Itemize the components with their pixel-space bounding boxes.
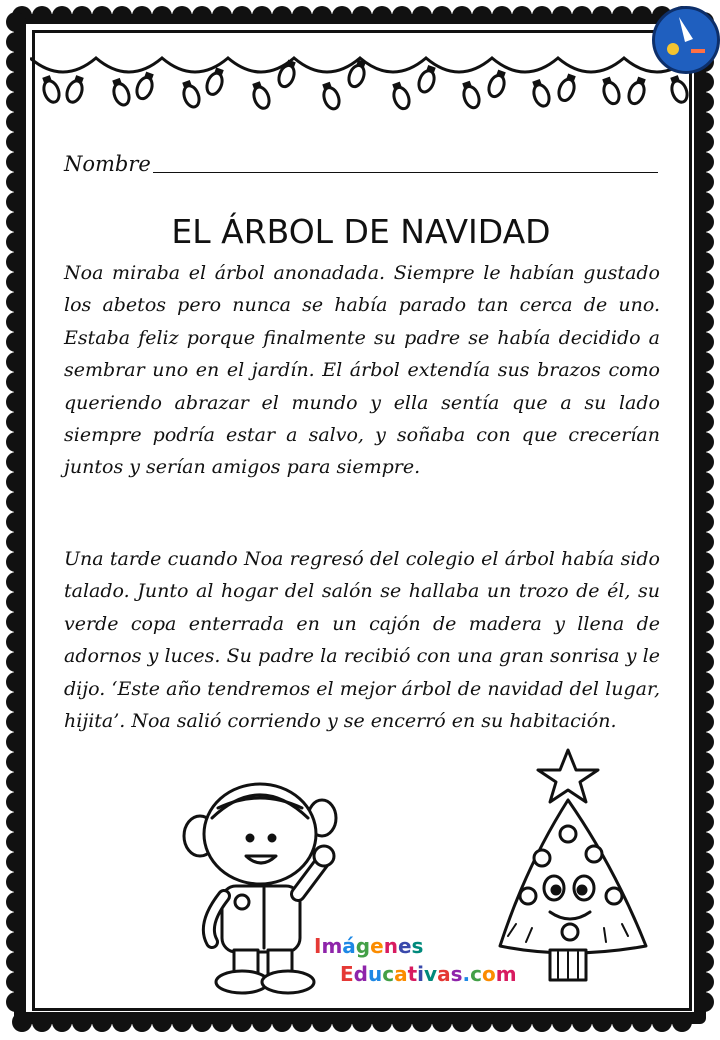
light-bulb [319, 81, 341, 111]
imagenes-educativas-credit [314, 932, 534, 988]
light-bulb [486, 69, 508, 99]
credit-letter: E [340, 962, 354, 986]
credit-letter: o [481, 962, 496, 986]
credit-letter: v [424, 962, 438, 986]
credit-letter: á [342, 934, 356, 958]
light-bulb [416, 64, 438, 94]
light-bulb [626, 76, 648, 106]
credit-letter: u [368, 962, 383, 986]
name-label: Nombre [64, 152, 151, 176]
credit-letter: m [321, 934, 343, 958]
light-bulb [276, 59, 298, 89]
story-paragraph-2: Una tarde cuando Noa regresó del colegio el árbol había sido talado. Junto al hogar del salón se hallaba un trozo de él, su verde copa enterrada en un cajón de madera y llena de adornos y luces. Su padre la recibió con una gran sonrisa y le dijo. ‘Este año tendremos el mejor árbol de navidad del lugar, hijita’. Noa salió corriendo y se encerró en su habitación. [64, 548, 660, 733]
credit-letter: m [495, 962, 517, 986]
imagenes-educativas-logo-icon [652, 6, 720, 74]
credit-letter: d [353, 962, 368, 986]
light-bulb [346, 59, 368, 89]
credit-letter: n [383, 934, 398, 958]
credit-letter: e [397, 934, 412, 958]
light-bulb [134, 71, 156, 101]
light-bulb [179, 79, 201, 109]
credit-letter: e [370, 934, 384, 958]
credit-letter: a [394, 962, 408, 986]
credit-letter: s [411, 934, 424, 958]
light-bulb [667, 74, 689, 104]
name-field-row [64, 150, 658, 176]
light-bulb [109, 77, 131, 107]
light-bulb [529, 78, 551, 108]
light-bulb [39, 74, 61, 104]
credit-line-1 [314, 932, 534, 960]
name-write-line[interactable] [153, 170, 658, 173]
credit-line-2 [314, 960, 534, 988]
credit-letter: t [407, 962, 418, 986]
story-paragraph-1: Noa miraba el árbol anonadada. Siempre le habían gustado los abetos pero nunca se había parado tan cerca de uno. Estaba feliz porque finalmente su padre se había decidido a sembrar uno en el jardín. El árbol extendía sus brazos como queriendo abrazar el mundo y ella sentía que a su lado siempre podría estar a salvo, y soñaba con que crecerían juntos y serían amigos para siempre. [64, 262, 660, 479]
light-bulb [599, 76, 621, 106]
story-title: EL ÁRBOL DE NAVIDAD [171, 212, 551, 251]
light-bulb [389, 81, 411, 111]
credit-letter: c [382, 962, 395, 986]
credit-letter: g [355, 934, 371, 958]
credit-letter: c [470, 962, 482, 986]
credit-letter: I [314, 934, 322, 958]
christmas-lights-icon [30, 38, 690, 118]
credit-letter: a [437, 962, 451, 986]
light-bulb [459, 80, 481, 110]
credit-letter: . [462, 962, 471, 986]
credit-letter: i [417, 962, 425, 986]
light-bulb [249, 80, 271, 110]
light-bulb [64, 74, 86, 104]
light-bulb [556, 72, 578, 102]
credit-letter: s [450, 962, 463, 986]
